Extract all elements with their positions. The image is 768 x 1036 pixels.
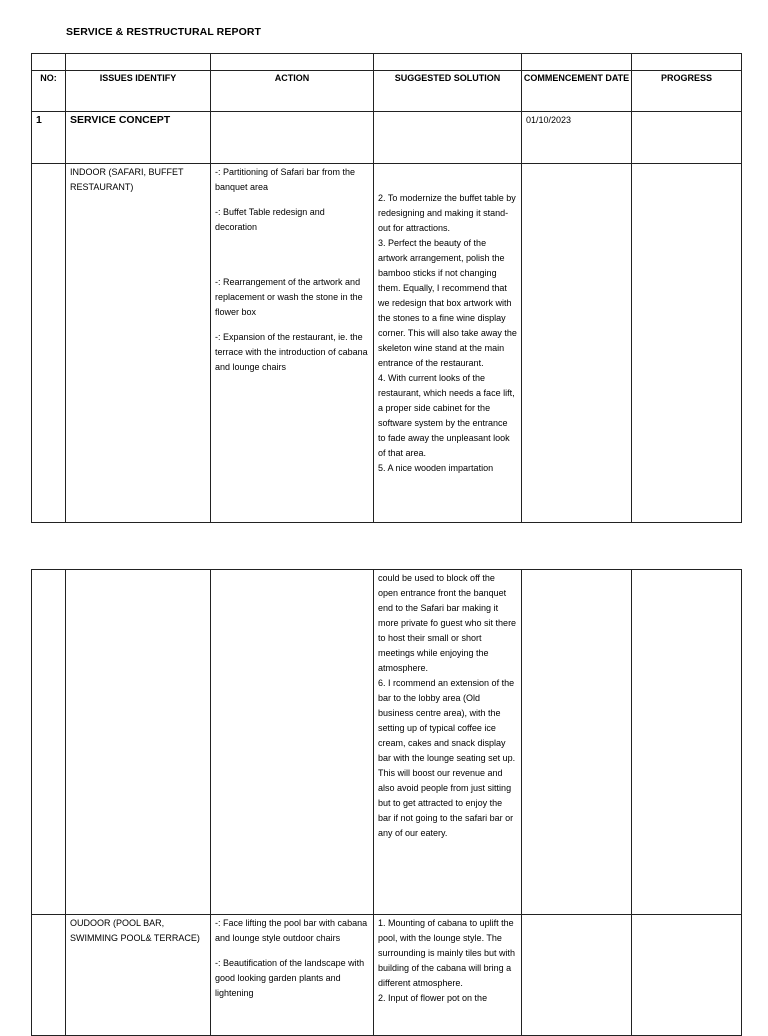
- commencement-date: [522, 112, 632, 164]
- indoor-row: [32, 164, 742, 523]
- header-action: ACTION: [211, 71, 374, 112]
- section-issue-text: SERVICE CONCEPT: [70, 114, 171, 126]
- indoor-issue-text: INDOOR (SAFARI, BUFFET RESTAURANT): [70, 167, 184, 192]
- spacer-cell: [632, 54, 742, 71]
- empty-cell: [32, 164, 66, 523]
- commencement-date-text: 01/10/2023: [526, 115, 572, 125]
- indoor-action-item: -: Buffet Table redesign and decoration: [215, 207, 325, 232]
- empty-cell: [211, 570, 374, 915]
- empty-cell: [66, 570, 211, 915]
- empty-cell: [632, 112, 742, 164]
- header-no: NO:: [32, 71, 66, 112]
- empty-cell: [632, 915, 742, 1036]
- outdoor-solution: [374, 915, 522, 1036]
- indoor-actions: [211, 164, 374, 523]
- section-number-text: 1: [36, 114, 42, 126]
- outdoor-solution-text: 1. Mounting of cabana to uplift the pool, with the lounge style. The surrounding is mainly tiles but with building of the cabana will bring a different atmosphere. 2. Input of flower pot on the: [378, 918, 516, 1003]
- header-spacer-row: [32, 54, 742, 71]
- outdoor-action-item: -: Face lifting the pool bar with cabana and lounge style outdoor chairs: [215, 918, 368, 943]
- section-number: [32, 112, 66, 164]
- empty-cell: [632, 164, 742, 523]
- spacer-cell: [211, 54, 374, 71]
- indoor-action-item: -: Expansion of the restaurant, ie. the terrace with the introduction of cabana and lounge chairs: [215, 332, 368, 372]
- spacer-cell: [522, 54, 632, 71]
- outdoor-row: [32, 915, 742, 1036]
- header-commencement: COMMENCEMENT DATE: [522, 71, 632, 112]
- outdoor-issue: [66, 915, 211, 1036]
- header-progress: PROGRESS: [632, 71, 742, 112]
- indoor-action-item: -: Partitioning of Safari bar from the banquet area: [215, 167, 356, 192]
- empty-cell: [522, 915, 632, 1036]
- indoor-issue: [66, 164, 211, 523]
- empty-cell: [522, 570, 632, 915]
- report-table-page-1: [31, 53, 742, 523]
- outdoor-action-item: -: Beautification of the landscape with good looking garden plants and lightening: [215, 958, 365, 998]
- empty-cell: [522, 164, 632, 523]
- header-solution: SUGGESTED SOLUTION: [374, 71, 522, 112]
- header-row: [32, 71, 742, 112]
- indoor-solution-continued-text: could be used to block off the open entrance front the banquet end to the Safari bar making it more private fo guest who sit there to host their small or short meetings while enjoying the atmosphere. 6. I rcommend an extension of the bar to the lobby area (Old business centre area), with the setting up of typical coffee ice cream, cakes and snack display bar with the lounge seating set up. This will boost our revenue and also avoid people from just sitting but to get attracted to enjoy the bar if not going to the safari bar or any of our eatery.: [378, 573, 517, 838]
- indoor-continued-row: [32, 570, 742, 915]
- empty-cell: [374, 112, 522, 164]
- empty-cell: [32, 915, 66, 1036]
- indoor-solution-continued: [374, 570, 522, 915]
- spacer-cell: [66, 54, 211, 71]
- empty-cell: [632, 570, 742, 915]
- spacer-cell: [374, 54, 522, 71]
- report-title: SERVICE & RESTRUCTURAL REPORT: [66, 26, 262, 38]
- empty-cell: [32, 570, 66, 915]
- indoor-solution-text: 2. To modernize the buffet table by redesigning and making it stand-out for attractions. 3. Perfect the beauty of the artwork arrangement, polish the bamboo sticks if not changing them. Equally, I recommend that we redesign that box artwork with the stones to a fine wine display corner. This will also take away the skeleton wine stand at the main entrance of the restaurant. 4. With current looks of the restaurant, which needs a face lift, a proper side cabinet for the software system by the entrance to fade away the unpleasant look of that area. 5. A nice wooden impartation: [378, 193, 517, 473]
- section-row: [32, 112, 742, 164]
- indoor-action-item: -: Rearrangement of the artwork and replacement or wash the stone in the flower box: [215, 277, 363, 317]
- report-table-page-2: [31, 569, 742, 1036]
- indoor-solution: [374, 164, 522, 523]
- section-issue: [66, 112, 211, 164]
- empty-cell: [211, 112, 374, 164]
- outdoor-actions: [211, 915, 374, 1036]
- spacer-cell: [32, 54, 66, 71]
- header-issues: ISSUES IDENTIFY: [66, 71, 211, 112]
- outdoor-issue-text: OUDOOR (POOL BAR, SWIMMING POOL& TERRACE): [70, 918, 200, 943]
